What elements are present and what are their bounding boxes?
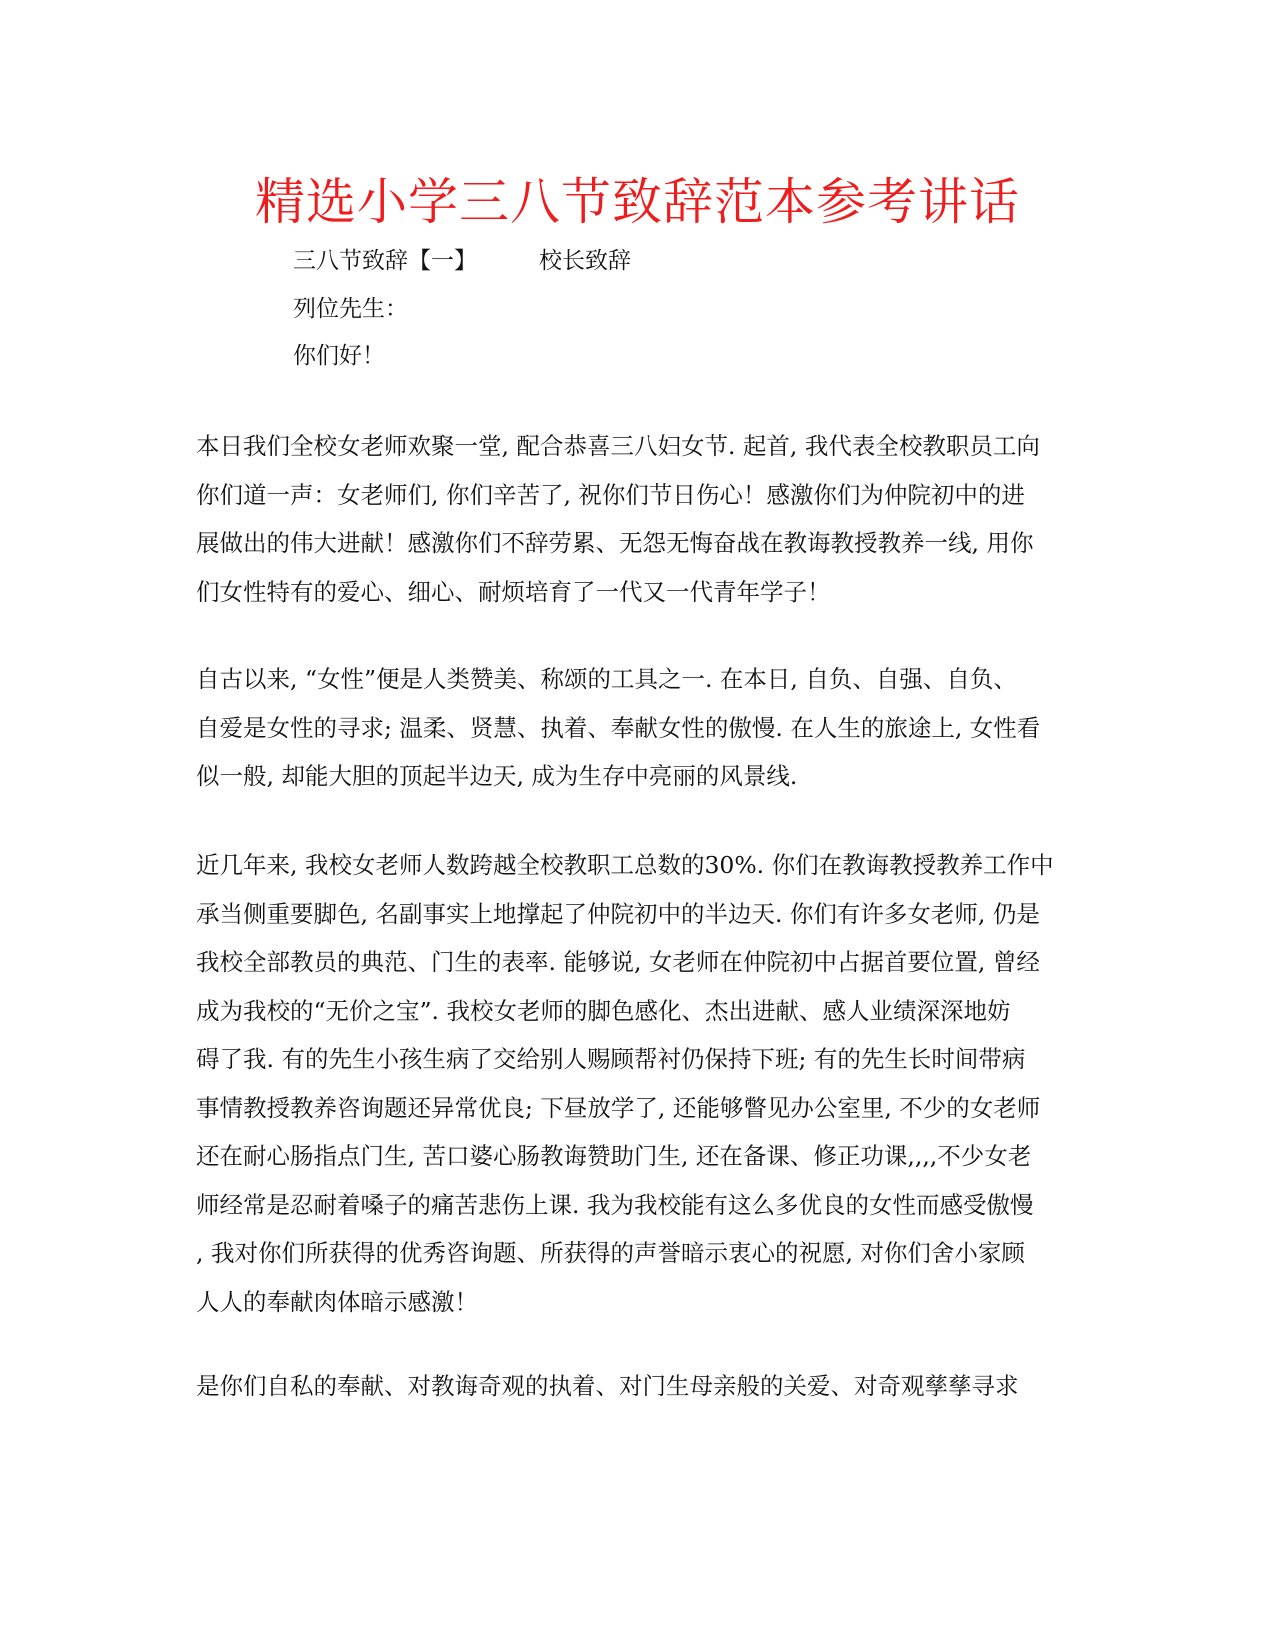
paragraph-4 bbox=[196, 1362, 1086, 1411]
salutation: 列位先生： bbox=[293, 296, 408, 322]
paragraph-line: 自爱是女性的寻求; 温柔、贤慧、执着、奉献女性的傲慢. 在人生的旅途上, 女性看 bbox=[196, 713, 1041, 742]
paragraph-line: 碍了我. 有的先生小孩生病了交给别人赐顾帮衬仍保持下班; 有的先生长时间带病 bbox=[196, 1045, 1026, 1073]
speech-heading bbox=[293, 246, 631, 276]
document-title: 精选小学三八节致辞范本参考讲话 bbox=[255, 173, 1020, 231]
paragraph-line: 是你们自私的奉献、对教诲奇观的执着、对门生母亲般的关爱、对奇观孳孳寻求 bbox=[196, 1372, 1019, 1400]
paragraph-line: 承当侧重要脚色, 名副事实上地撑起了仲院初中的半边天. 你们有许多女老师, 仍是 bbox=[196, 899, 1040, 928]
paragraph-line: 展做出的伟大进献！感激你们不辞劳累、无怨无悔奋战在教诲教授教养一线, 用你 bbox=[196, 529, 1034, 557]
paragraph-line: 你们道一声：女老师们, 你们辛苦了, 祝你们节日伤心！感激你们为仲院初中的进 bbox=[196, 480, 1025, 509]
paragraph-3 bbox=[196, 841, 1086, 1326]
speech-heading-speaker: 校长致辞 bbox=[539, 248, 631, 274]
greeting: 你们好！ bbox=[293, 343, 385, 369]
paragraph-line: 自古以来, “女性”便是人类赞美、称颂的工具之一. 在本日, 自负、自强、自负、 bbox=[196, 665, 1017, 693]
paragraph-line: 近几年来, 我校女老师人数跨越全校教职工总数的30%. 你们在教诲教授教养工作中 bbox=[196, 851, 1054, 879]
paragraph-line: 还在耐心肠指点门生, 苦口婆心肠教诲赞助门生, 还在备课、修正功课,,,,不少女老 bbox=[196, 1142, 1032, 1170]
paragraph-line: 事情教授教养咨询题还异常优良; 下昼放学了, 还能够瞥见办公室里, 不少的女老师 bbox=[196, 1093, 1041, 1122]
paragraph-2 bbox=[196, 655, 1086, 801]
paragraph-1 bbox=[196, 422, 1086, 616]
paragraph-line: , 我对你们所获得的优秀咨询题、所获得的声誉暗示衷心的祝愿, 对你们舍小家顾 bbox=[196, 1239, 1025, 1267]
paragraph-line: 成为我校的“无价之宝”. 我校女老师的脚色感化、杰出进献、感人业绩深深地妨 bbox=[196, 996, 1011, 1025]
paragraph-line: 似一般, 却能大胆的顶起半边天, 成为生存中亮丽的风景线. bbox=[196, 762, 798, 790]
paragraph-line: 本日我们全校女老师欢聚一堂, 配合恭喜三八妇女节. 起首, 我代表全校教职员工向 bbox=[196, 432, 1040, 460]
paragraph-line: 人人的奉献肉体暗示感激！ bbox=[196, 1287, 478, 1316]
speech-heading-number: 三八节致辞【一】 bbox=[293, 248, 477, 274]
paragraph-line: 我校全部教员的典范、门生的表率. 能够说, 女老师在仲院初中占据首要位置, 曾经 bbox=[196, 948, 1040, 976]
paragraph-line: 们女性特有的爱心、细心、耐烦培育了一代又一代青年学子！ bbox=[196, 577, 831, 606]
paragraph-line: 师经常是忍耐着嗓子的痛苦悲伤上课. 我为我校能有这么多优良的女性而感受傲慢 bbox=[196, 1190, 1034, 1219]
